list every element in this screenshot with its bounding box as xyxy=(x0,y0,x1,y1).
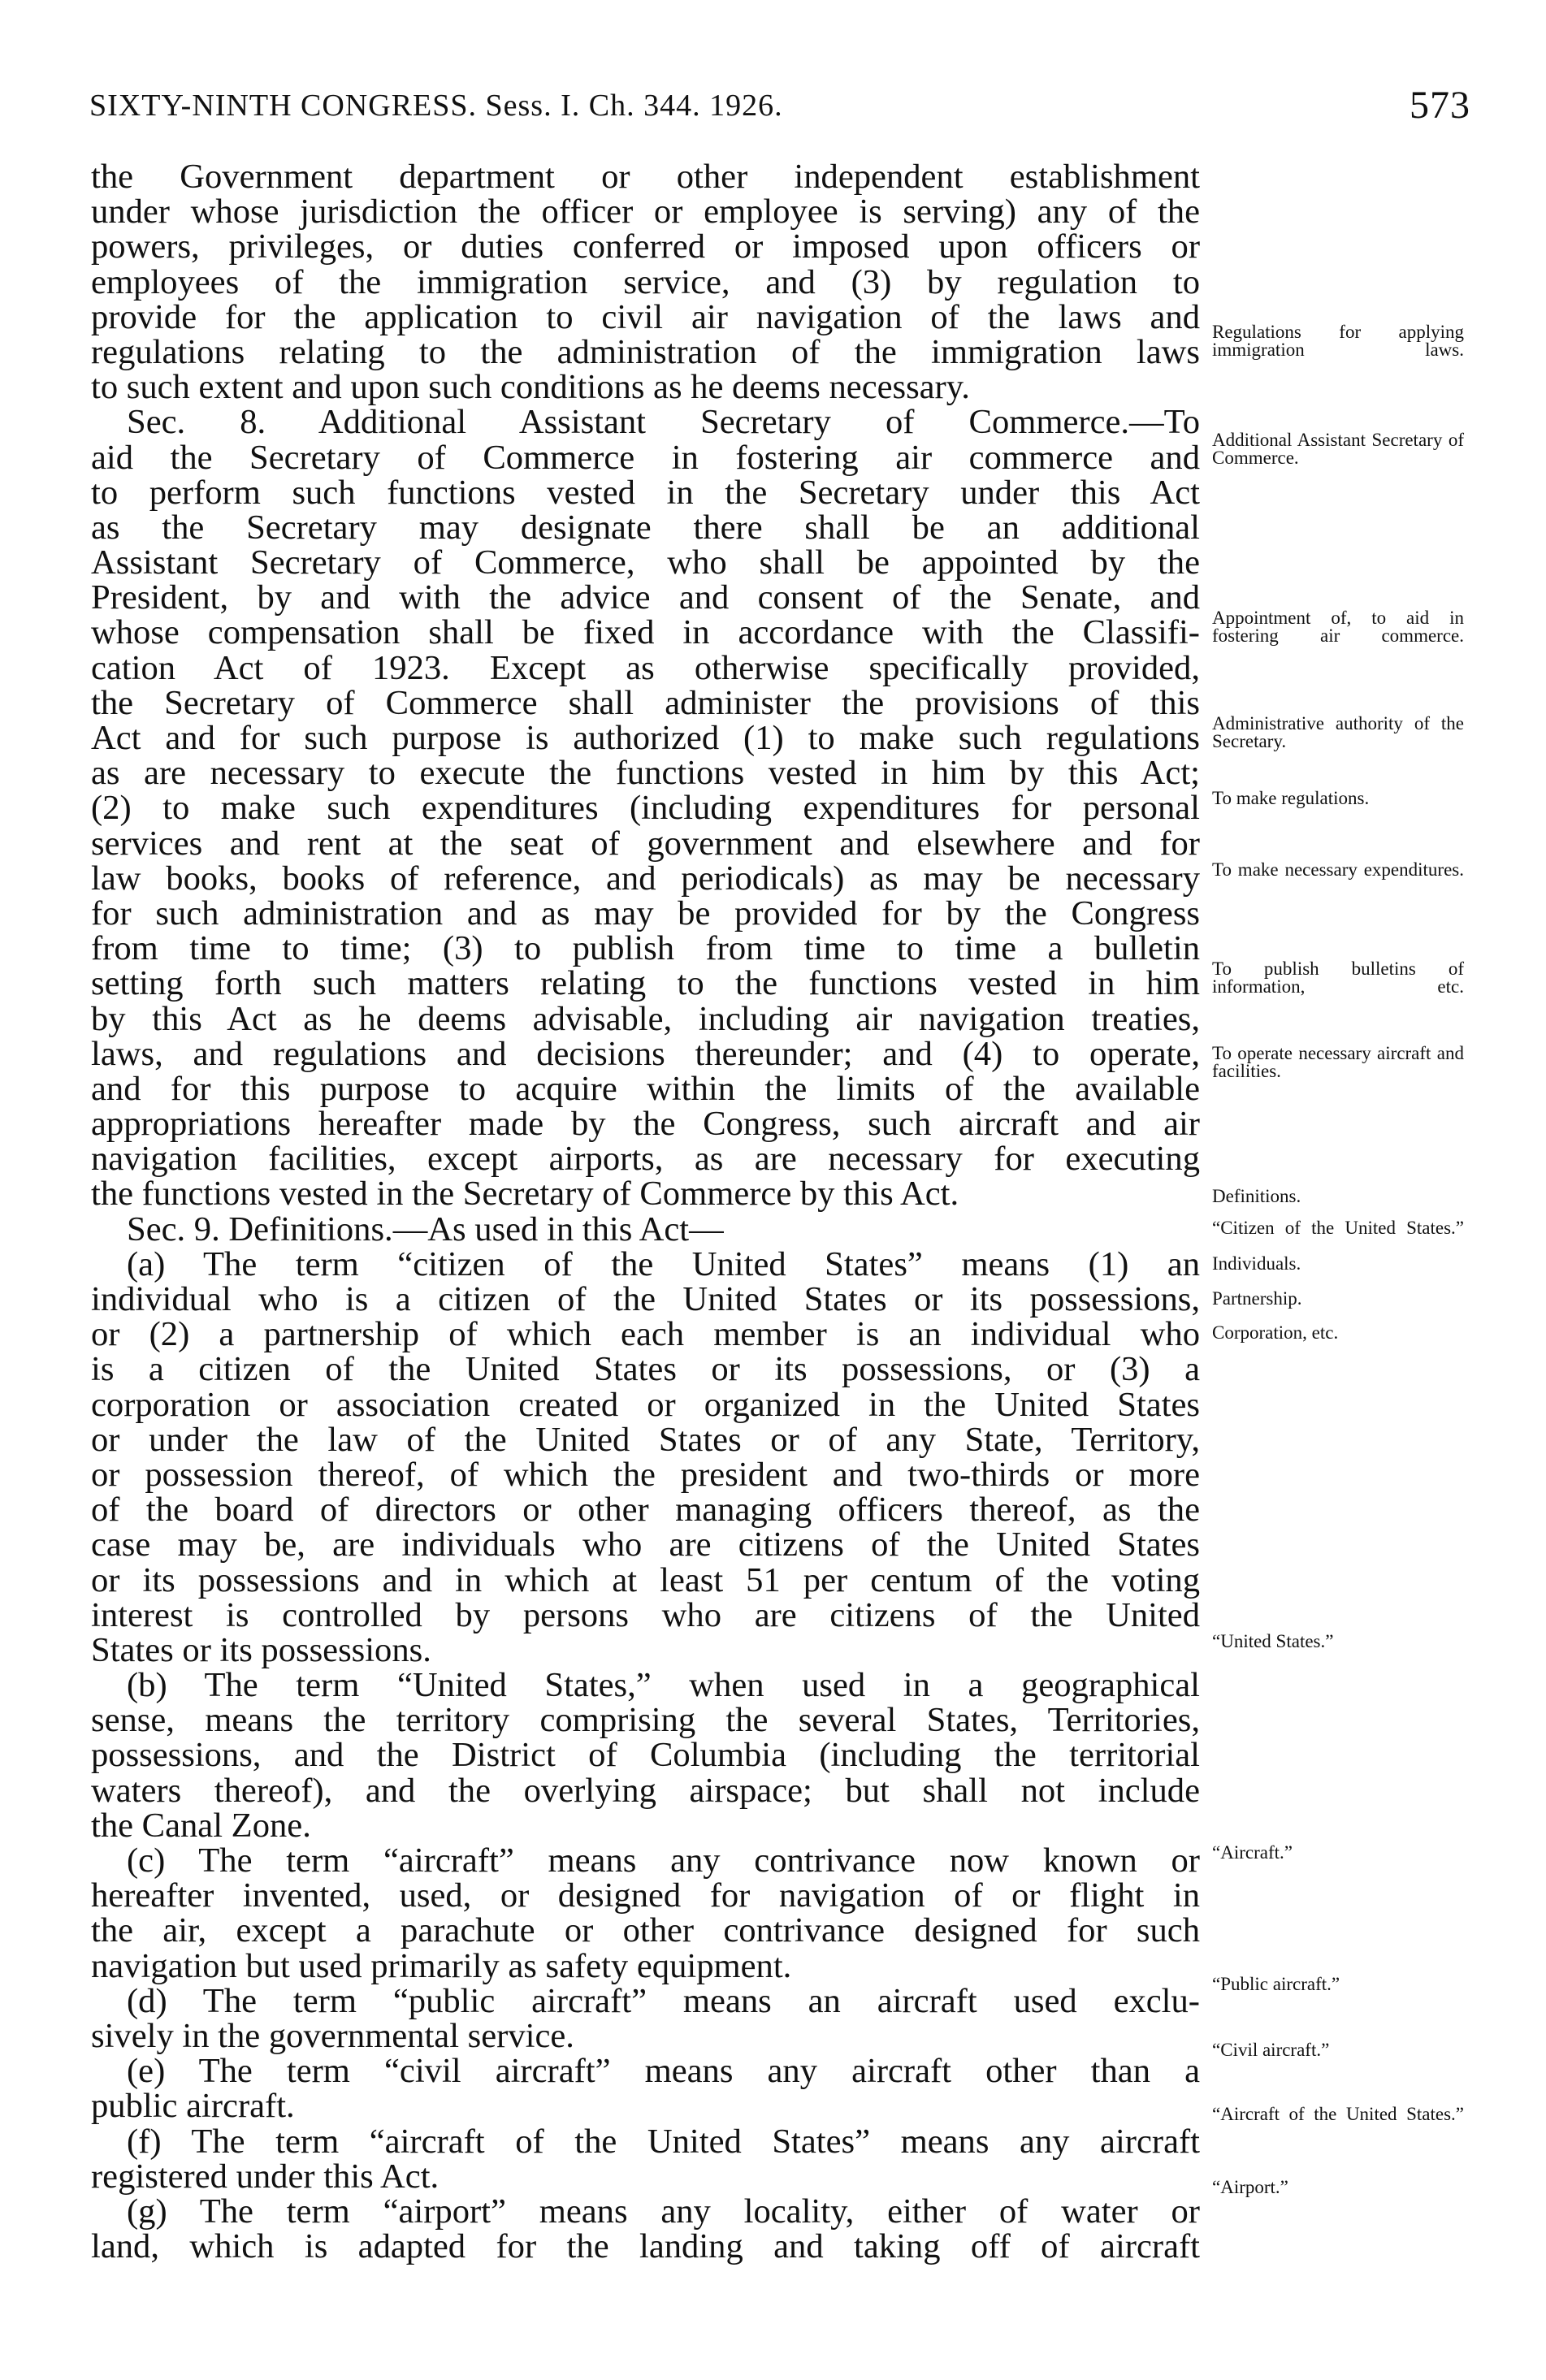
text-line: employees of the immigration service, and (3) by regulation to xyxy=(91,262,1200,301)
margin-note: “Civil aircraft.” xyxy=(1212,2040,1330,2060)
text-line: (g) The term “airport” means any locality, either of water or xyxy=(127,2192,1200,2231)
text-line: cation Act of 1923. Except as otherwise specifically provided, xyxy=(91,648,1200,687)
text-line: or under the law of the United States or of any State, Territory, xyxy=(91,1420,1200,1459)
text-line: to such extent and upon such conditions as he deems necessary. xyxy=(91,368,970,407)
margin-note: Definitions. xyxy=(1212,1186,1301,1206)
text-line: setting forth such matters relating to the functions vested in him xyxy=(91,964,1200,1003)
text-line: (f) The term “aircraft of the United States” means any aircraft xyxy=(127,2122,1200,2161)
margin-note: “United States.” xyxy=(1212,1631,1334,1651)
text-line: services and rent at the seat of government and elsewhere and for xyxy=(91,824,1200,863)
margin-note: “Aircraft.” xyxy=(1212,1842,1293,1863)
text-line: (e) The term “civil aircraft” means any aircraft other than a xyxy=(127,2052,1200,2091)
text-line: as the Secretary may designate there shall be an additional xyxy=(91,508,1200,547)
text-line: laws, and regulations and decisions thereunder; and (4) to operate, xyxy=(91,1034,1200,1073)
text-line: waters thereof), and the overlying airspace; but shall not include xyxy=(91,1771,1200,1810)
text-line: or possession thereof, of which the president and two-thirds or more xyxy=(91,1455,1200,1494)
margin-note: To publish bulletins of information, etc. xyxy=(1212,958,1464,997)
text-line: or (2) a partnership of which each member is an individual who xyxy=(91,1315,1200,1354)
text-line: to perform such functions vested in the Secretary under this Act xyxy=(91,473,1200,512)
margin-note: Regulations for applying immigration laws. xyxy=(1212,322,1464,360)
text-line: the Canal Zone. xyxy=(91,1806,311,1845)
text-line: (c) The term “aircraft” means any contrivance now known or xyxy=(127,1841,1200,1880)
text-line: Sec. 9. Definitions.—As used in this Act— xyxy=(127,1209,724,1248)
statute-text xyxy=(91,159,1200,2264)
margin-note: To make regulations. xyxy=(1212,788,1370,808)
text-line: case may be, are individuals who are citizens of the United States xyxy=(91,1525,1200,1564)
text-line: (a) The term “citizen of the United States” means (1) an xyxy=(127,1244,1200,1283)
margin-note: Corporation, etc. xyxy=(1212,1322,1339,1343)
margin-note: “Aircraft of the United States.” xyxy=(1212,2104,1464,2124)
text-line: from time to time; (3) to publish from time to time a bulletin xyxy=(91,929,1200,968)
text-line: whose compensation shall be fixed in accordance with the Classifi- xyxy=(91,613,1200,652)
text-line: aid the Secretary of Commerce in fostering air commerce and xyxy=(91,438,1200,477)
text-line: the functions vested in the Secretary of Commerce by this Act. xyxy=(91,1175,959,1214)
text-line: and for this purpose to acquire within the limits of the available xyxy=(91,1069,1200,1108)
text-line: States or its possessions. xyxy=(91,1630,431,1669)
text-line: provide for the application to civil air navigation of the laws and xyxy=(91,297,1200,336)
margin-note: Appointment of, to aid in fostering air commerce. xyxy=(1212,608,1464,646)
margin-note: Additional Assistant Secretary of Commerce. xyxy=(1212,430,1464,468)
text-line: public aircraft. xyxy=(91,2087,295,2126)
text-line: possessions, and the District of Columbia (including the territorial xyxy=(91,1736,1200,1775)
text-line: under whose jurisdiction the officer or employee is serving) any of the xyxy=(91,193,1200,232)
text-line: powers, privileges, or duties conferred or imposed upon officers or xyxy=(91,227,1200,266)
text-line: (d) The term “public aircraft” means an aircraft used exclu- xyxy=(127,1981,1200,2020)
text-line: the Secretary of Commerce shall administer the provisions of this xyxy=(91,683,1200,722)
text-line: (2) to make such expenditures (including expenditures for personal xyxy=(91,789,1200,828)
text-line: as are necessary to execute the functions vested in him by this Act; xyxy=(91,754,1200,793)
text-line: corporation or association created or organized in the United States xyxy=(91,1385,1200,1424)
text-line: or its possessions and in which at least 51 per centum of the voting xyxy=(91,1560,1200,1599)
text-line: sense, means the territory comprising the several States, Territories, xyxy=(91,1701,1200,1740)
margin-note: “Citizen of the United States.” xyxy=(1212,1218,1464,1238)
text-line: Act and for such purpose is authorized (1) to make such regulations xyxy=(91,719,1200,757)
text-line: registered under this Act. xyxy=(91,2157,440,2196)
margin-note: Individuals. xyxy=(1212,1253,1301,1274)
running-title: SIXTY-NINTH CONGRESS. Sess. I. Ch. 344. 1926. xyxy=(89,89,783,123)
text-line: regulations relating to the administration of the immigration laws xyxy=(91,332,1200,371)
running-header xyxy=(89,84,1470,136)
margin-note: Partnership. xyxy=(1212,1288,1302,1309)
margin-note: “Public aircraft.” xyxy=(1212,1974,1340,1994)
text-line: appropriations hereafter made by the Congress, such aircraft and air xyxy=(91,1105,1200,1144)
text-line: law books, books of reference, and periodicals) as may be necessary xyxy=(91,859,1200,898)
margin-note: To operate necessary aircraft and facilities. xyxy=(1212,1043,1464,1081)
text-line: hereafter invented, used, or designed for navigation of or flight in xyxy=(91,1876,1200,1915)
text-line: is a citizen of the United States or its possessions, or (3) a xyxy=(91,1350,1200,1389)
text-line: (b) The term “United States,” when used in a geographical xyxy=(127,1666,1200,1705)
text-line: sively in the governmental service. xyxy=(91,2016,574,2055)
text-line: navigation facilities, except airports, as are necessary for executing xyxy=(91,1140,1200,1179)
text-line: of the board of directors or other managing officers thereof, as the xyxy=(91,1491,1200,1530)
margin-note: “Airport.” xyxy=(1212,2177,1288,2197)
text-line: individual who is a citizen of the United States or its possessions, xyxy=(91,1280,1200,1318)
text-line: Sec. 8. Additional Assistant Secretary of Commerce.—To xyxy=(127,403,1200,442)
page-number: 573 xyxy=(1410,84,1470,127)
margin-note: Administrative authority of the Secretary. xyxy=(1212,713,1464,751)
text-line: President, by and with the advice and consent of the Senate, and xyxy=(91,578,1200,617)
margin-note: To make necessary expenditures. xyxy=(1212,859,1464,880)
text-line: interest is controlled by persons who are citizens of the United xyxy=(91,1595,1200,1634)
text-line: Assistant Secretary of Commerce, who shall be appointed by the xyxy=(91,543,1200,582)
text-line: for such administration and as may be provided for by the Congress xyxy=(91,894,1200,933)
text-line: by this Act as he deems advisable, including air navigation treaties, xyxy=(91,999,1200,1038)
text-line: land, which is adapted for the landing and taking off of aircraft xyxy=(91,2227,1200,2266)
text-line: navigation but used primarily as safety equipment. xyxy=(91,1946,792,1985)
text-line: the Government department or other independent establishment xyxy=(91,158,1200,196)
text-line: the air, except a parachute or other contrivance designed for such xyxy=(91,1911,1200,1950)
